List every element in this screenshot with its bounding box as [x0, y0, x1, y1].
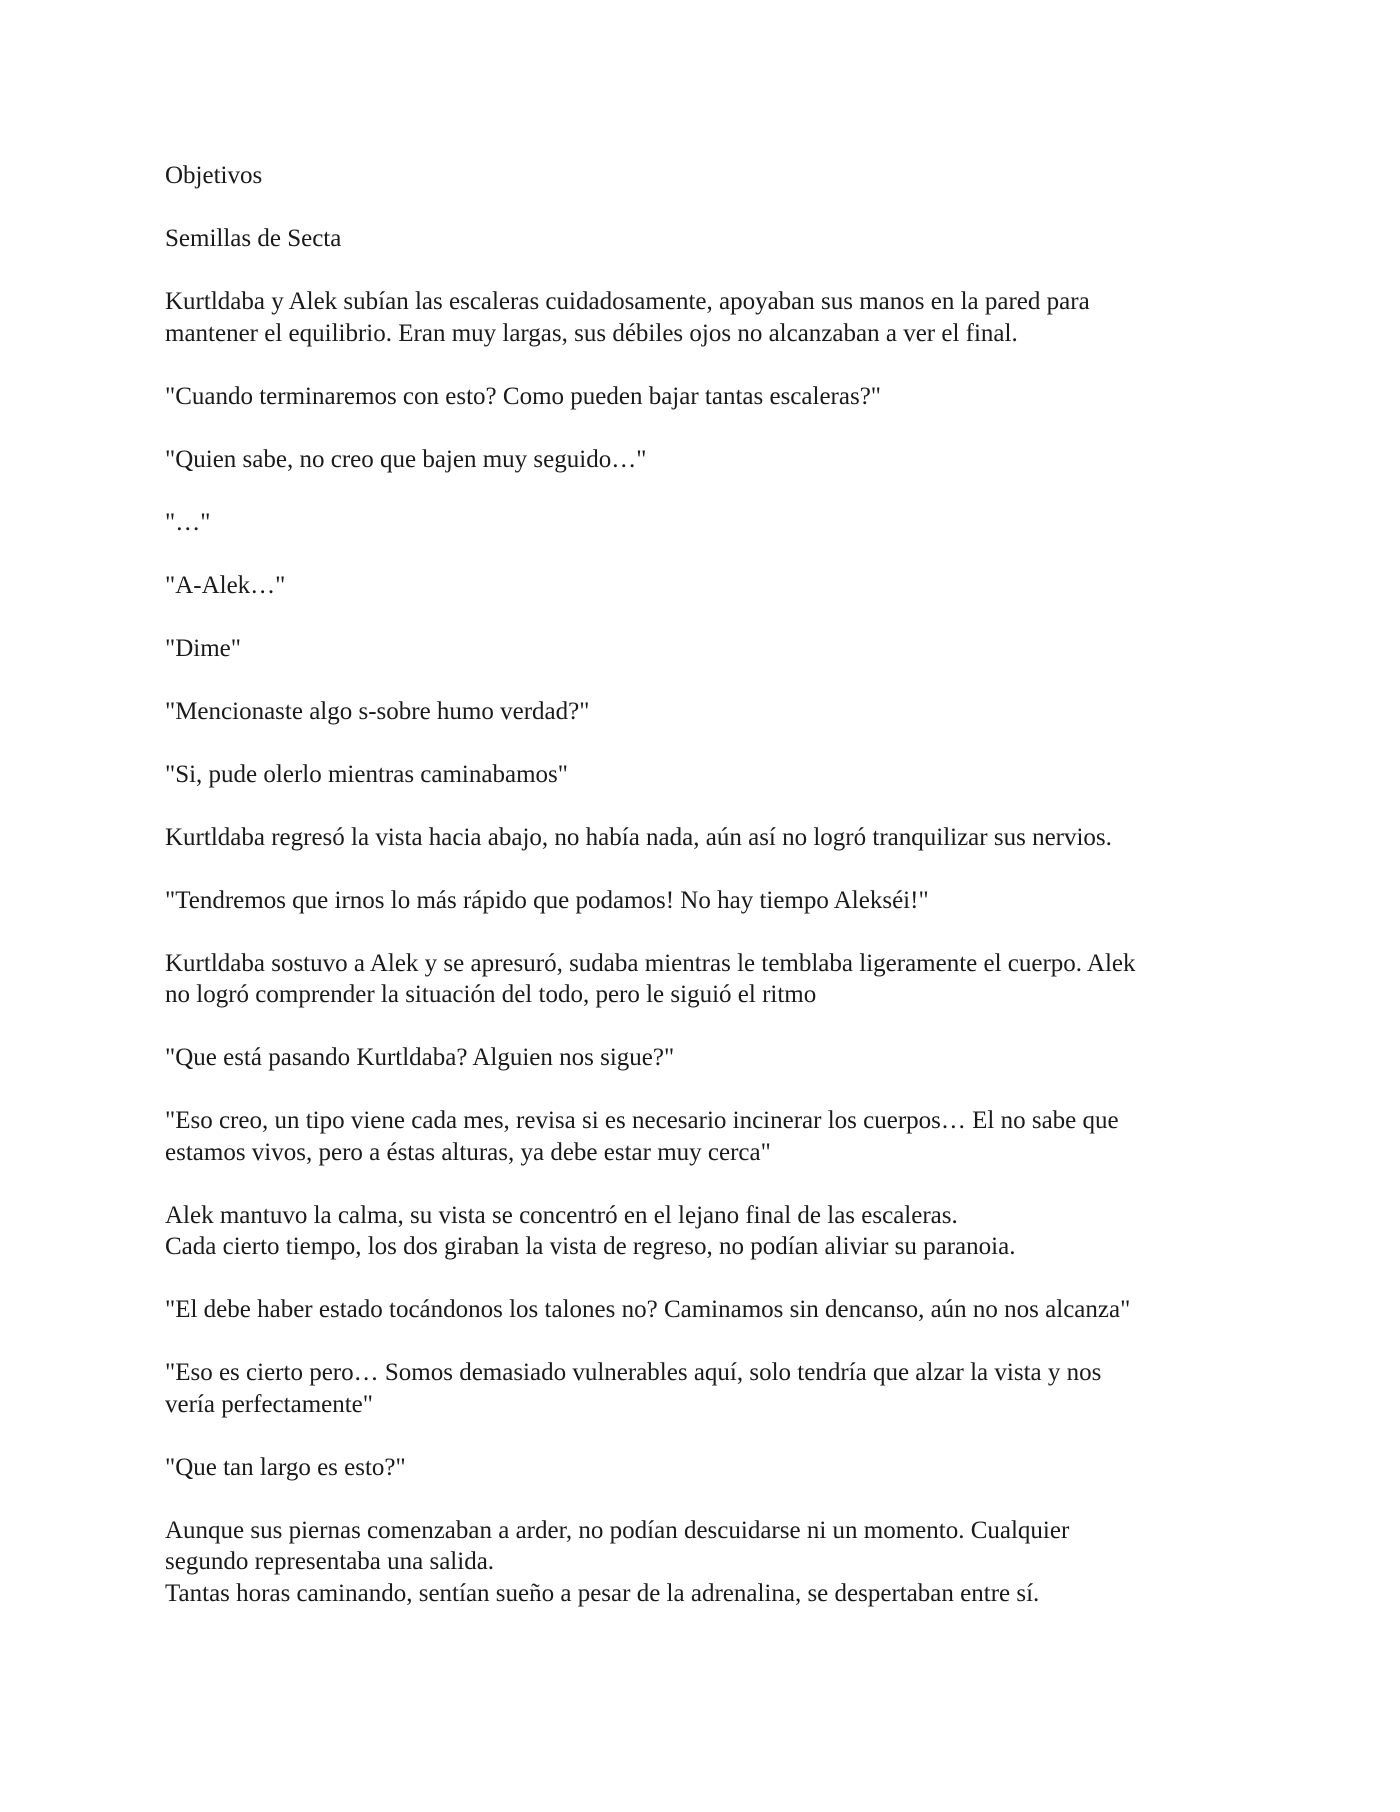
dialogue-line: "Que tan largo es esto?" [165, 1453, 406, 1481]
dialogue-line: "Mencionaste algo s-sobre humo verdad?" [165, 697, 590, 725]
paragraph: Kurtldaba regresó la vista hacia abajo, no había nada, aún así no logró tranquilizar sus nervios. [165, 823, 1112, 851]
dialogue-line: "…" [165, 508, 211, 536]
paragraph: Kurtldaba sostuvo a Alek y se apresuró, sudaba mientras le temblaba ligeramente el cuerpo. Alek no logró comprender la situación del todo, pero le siguió el ritmo [165, 949, 1136, 1008]
dialogue-line: "Eso es cierto pero… Somos demasiado vulnerables aquí, solo tendría que alzar la vista y nos vería perfectamente" [165, 1359, 1102, 1418]
dialogue-line: "Tendremos que irnos lo más rápido que podamos! No hay tiempo Alekséi!" [165, 886, 929, 914]
dialogue-line: "El debe haber estado tocándonos los talones no? Caminamos sin dencanso, aún no nos alcanza" [165, 1296, 1131, 1323]
paragraph: Aunque sus piernas comenzaban a arder, no podían descuidarse ni un momento. Cualquier segundo representaba una salida. Tantas horas caminando, sentían sueño a pesar de la adrenalina, se despertaban entre sí. [165, 1516, 1070, 1607]
dialogue-line: "A-Alek…" [165, 571, 286, 599]
dialogue-line: "Dime" [165, 634, 241, 662]
heading-objetivos: Objetivos [165, 162, 263, 189]
dialogue-line: "Cuando terminaremos con esto? Como pueden bajar tantas escaleras?" [165, 382, 881, 410]
dialogue-line: "Quien sabe, no creo que bajen muy seguido…" [165, 445, 647, 473]
paragraph: Kurtldaba y Alek subían las escaleras cuidadosamente, apoyaban sus manos en la pared para mantener el equilibrio. Eran muy largas, sus débiles ojos no alcanzaban a ver el final. [165, 288, 1090, 347]
chapter-title: Semillas de Secta [165, 225, 342, 252]
dialogue-line: "Que está pasando Kurtldaba? Alguien nos sigue?" [165, 1044, 675, 1071]
document-text [165, 160, 1250, 1641]
dialogue-line: "Si, pude olerlo mientras caminabamos" [165, 760, 568, 788]
dialogue-line: "Eso creo, un tipo viene cada mes, revisa si es necesario incinerar los cuerpos… El no sabe que estamos vivos, pero a éstas alturas, ya debe estar muy cerca" [165, 1107, 1119, 1166]
paragraph: Alek mantuvo la calma, su vista se concentró en el lejano final de las escaleras. Cada cierto tiempo, los dos giraban la vista de regreso, no podían aliviar su paranoia. [165, 1201, 1016, 1260]
